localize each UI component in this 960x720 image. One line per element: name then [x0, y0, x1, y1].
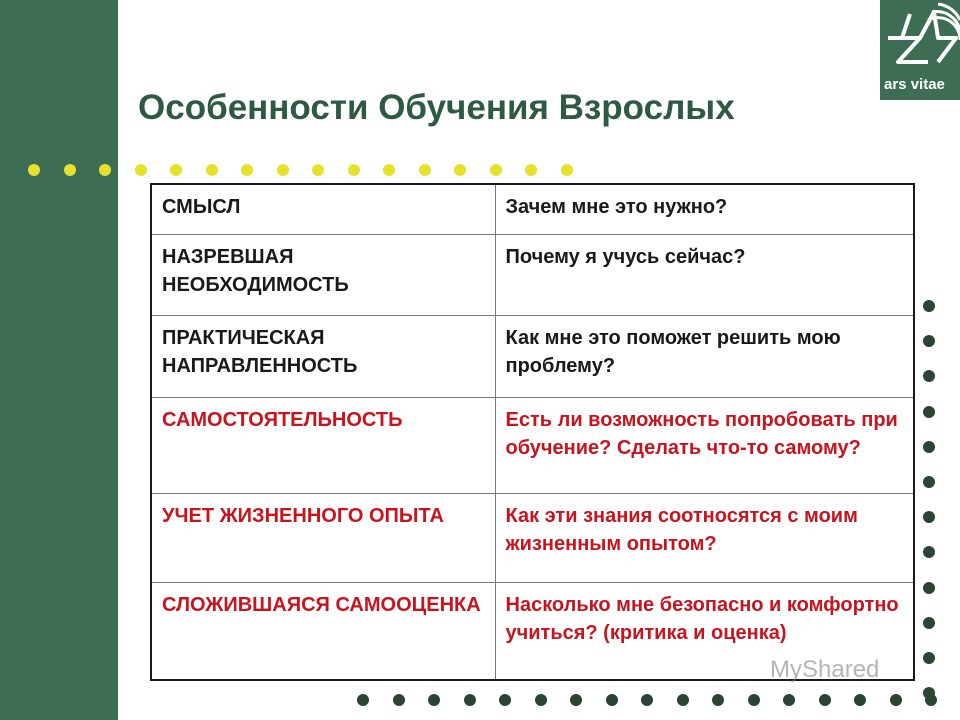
decorative-dot: [677, 694, 689, 706]
features-table: [150, 183, 915, 681]
decorative-dot: [923, 511, 935, 523]
feature-cell: НАЗРЕВШАЯ НЕОБХОДИМОСТЬ: [151, 234, 495, 315]
decorative-dot: [357, 694, 369, 706]
decorative-dot: [428, 694, 440, 706]
decorative-dot: [641, 694, 653, 706]
decorative-dot: [783, 694, 795, 706]
feature-cell: САМОСТОЯТЕЛЬНОСТЬ: [151, 397, 495, 493]
left-sidebar-band: [0, 0, 118, 720]
decorative-dot: [570, 694, 582, 706]
logo-text: ars vitae: [884, 76, 945, 93]
decorative-dot: [890, 694, 902, 706]
question-cell: Насколько мне безопасно и комфортно учиться? (критика и оценка): [495, 582, 914, 680]
decorative-dot: [923, 300, 935, 312]
feature-cell: СМЫСЛ: [151, 184, 495, 234]
question-cell: Как мне это поможет решить мою проблему?: [495, 315, 914, 397]
decorative-dot: [64, 164, 76, 176]
decorative-dot: [923, 546, 935, 558]
decorative-dot: [923, 406, 935, 418]
decorative-dot: [925, 694, 937, 706]
decorative-dot: [854, 694, 866, 706]
feature-cell: СЛОЖИВШАЯСЯ САМООЦЕНКА: [151, 582, 495, 680]
decorative-dot: [712, 694, 724, 706]
slide-title: Особенности Обучения Взрослых: [138, 88, 735, 127]
decorative-dot: [923, 370, 935, 382]
decorative-dot: [241, 164, 253, 176]
decorative-dot: [312, 164, 324, 176]
decorative-dot: [393, 694, 405, 706]
feature-cell: ПРАКТИЧЕСКАЯ НАПРАВЛЕННОСТЬ: [151, 315, 495, 397]
ars-vitae-logo: [880, 0, 960, 100]
table-row: [151, 397, 914, 493]
table-row: [151, 184, 914, 234]
decorative-dot: [99, 164, 111, 176]
question-cell: Есть ли возможность попробовать при обучение? Сделать что-то самому?: [495, 397, 914, 493]
table-row: [151, 234, 914, 315]
decorative-dot: [383, 164, 395, 176]
decorative-dot: [923, 582, 935, 594]
decorative-dot: [535, 694, 547, 706]
decorative-dot: [490, 164, 502, 176]
decorative-dot: [135, 164, 147, 176]
question-cell: Почему я учусь сейчас?: [495, 234, 914, 315]
decorative-dot: [170, 164, 182, 176]
decorative-dot: [923, 652, 935, 664]
decorative-dot: [748, 694, 760, 706]
feature-cell: УЧЕТ ЖИЗНЕННОГО ОПЫТА: [151, 493, 495, 582]
decorative-dot: [277, 164, 289, 176]
table-row: [151, 315, 914, 397]
decorative-dot: [923, 441, 935, 453]
decorative-dot: [606, 694, 618, 706]
decorative-dot: [499, 694, 511, 706]
decorative-dot: [348, 164, 360, 176]
decorative-dot: [464, 694, 476, 706]
decorative-dot: [525, 164, 537, 176]
decorative-dot: [923, 335, 935, 347]
decorative-dot: [923, 617, 935, 629]
decorative-dot: [419, 164, 431, 176]
decorative-dot: [454, 164, 466, 176]
question-cell: Зачем мне это нужно?: [495, 184, 914, 234]
question-cell: Как эти знания соотносятся с моим жизненным опытом?: [495, 493, 914, 582]
decorative-dot: [923, 476, 935, 488]
decorative-dot: [561, 164, 573, 176]
decorative-dot: [28, 164, 40, 176]
table-row: [151, 493, 914, 582]
decorative-dot: [206, 164, 218, 176]
watermark-text: MyShared: [770, 656, 880, 683]
decorative-dot: [819, 694, 831, 706]
